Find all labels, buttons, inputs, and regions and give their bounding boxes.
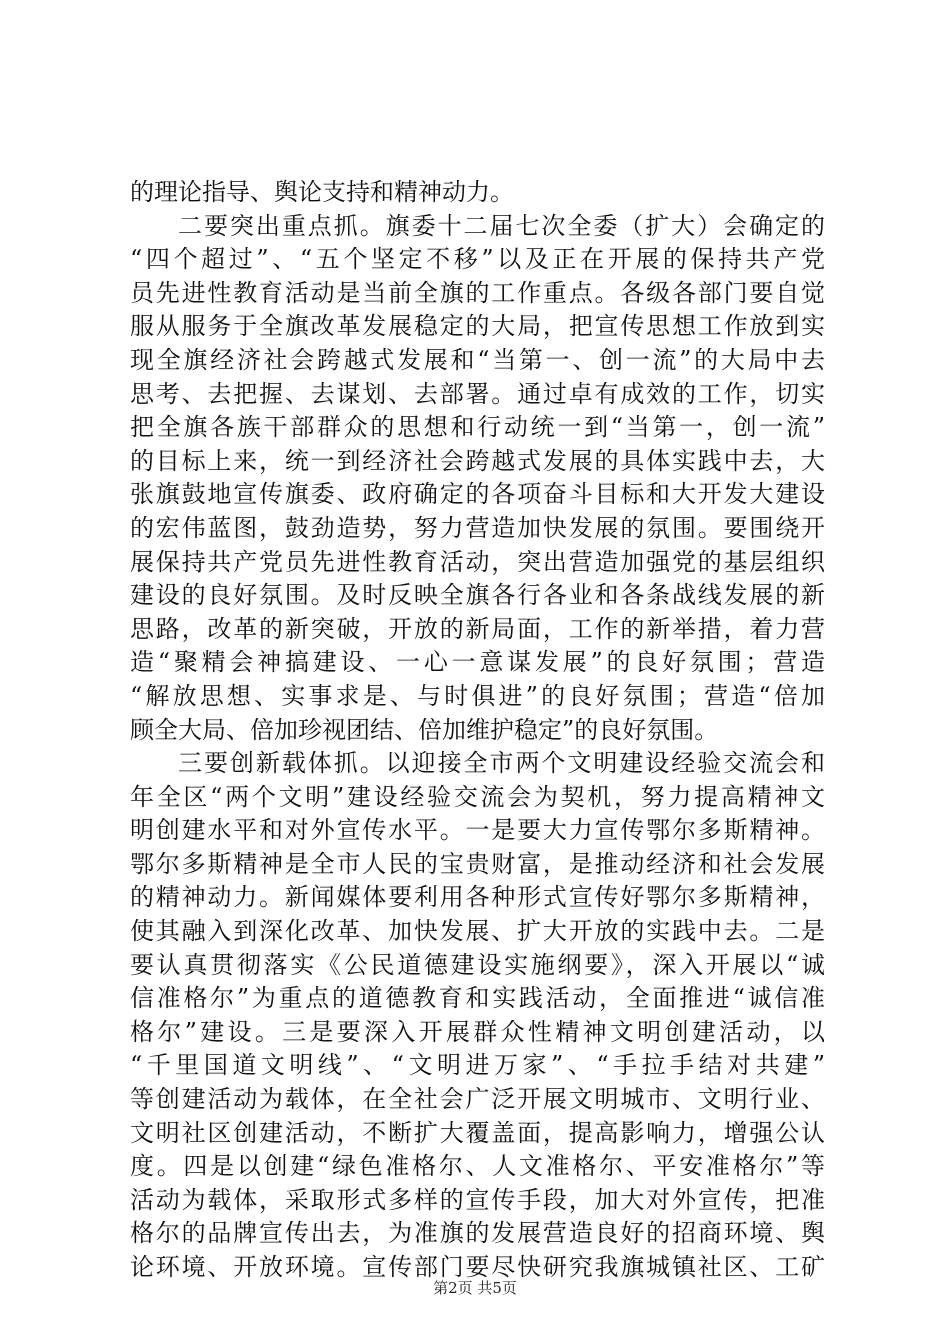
text-line: “四个超过”、“五个坚定不移”以及正在开展的保持共产党: [130, 245, 825, 274]
text-line: 度。四是以创建“绿色准格尔、人文准格尔、平安准格尔”等: [130, 1152, 825, 1181]
text-line: 现全旗经济社会跨越式发展和“当第一、创一流”的大局中去: [130, 345, 825, 374]
text-line: 的理论指导、舆论支持和精神动力。: [130, 178, 514, 206]
text-line: 顾全大局、倍加珍视团结、倍加维护稳定”的良好氛围。: [130, 715, 719, 744]
text-line: 展保持共产党员先进性教育活动，突出营造加强党的基层组织: [130, 547, 825, 576]
text-line: 要认真贯彻落实《公民道德建设实施纲要》，深入开展以“诚: [130, 950, 825, 979]
text-line: 使其融入到深化改革、加快发展、扩大开放的实践中去。二是: [130, 917, 825, 946]
text-line: 文明社区创建活动，不断扩大覆盖面，提高影响力，增强公认: [130, 1118, 825, 1147]
text-line: 明创建水平和对外宣传水平。一是要大力宣传鄂尔多斯精神。: [130, 816, 825, 845]
document-body: [130, 176, 825, 1285]
text-line: 信准格尔”为重点的道德教育和实践活动，全面推进“诚信准: [130, 984, 825, 1013]
text-line: 年全区“两个文明”建设经验交流会为契机，努力提高精神文: [130, 782, 825, 811]
text-line: 造“聚精会神搞建设、一心一意谋发展”的良好氛围；营造: [130, 648, 825, 677]
text-line: “解放思想、实事求是、与时俱进”的良好氛围；营造“倍加: [130, 681, 825, 710]
text-line: 的宏伟蓝图，鼓劲造势，努力营造加快发展的氛围。要围绕开: [130, 513, 825, 542]
text-line: 等创建活动为载体，在全社会广泛开展文明城市、文明行业、: [130, 1085, 825, 1114]
text-line: 把全旗各族干部群众的思想和行动统一到“当第一，创一流”: [130, 413, 825, 442]
text-line: 员先进性教育活动是当前全旗的工作重点。各级各部门要自觉: [130, 278, 825, 307]
text-line: 格尔的品牌宣传出去，为准旗的发展营造良好的招商环境、舆: [130, 1219, 825, 1248]
text-line: 服从服务于全旗改革发展稳定的大局，把宣传思想工作放到实: [130, 312, 825, 341]
text-line: 活动为载体，采取形式多样的宣传手段，加大对外宣传，把准: [130, 1185, 825, 1214]
text-line: 论环境、开放环境。宣传部门要尽快研究我旗城镇社区、工矿: [130, 1253, 825, 1281]
text-line: 二要突出重点抓。旗委十二届七次全委（扩大）会确定的: [178, 211, 825, 240]
text-line: “千里国道文明线”、“文明进万家”、“手拉手结对共建”: [130, 1051, 825, 1080]
text-line: 建设的良好氛围。及时反映全旗各行各业和各条战线发展的新: [130, 581, 825, 610]
text-line: 格尔”建设。三是要深入开展群众性精神文明创建活动，以: [130, 1017, 825, 1046]
text-line: 鄂尔多斯精神是全市人民的宝贵财富，是推动经济和社会发展: [130, 849, 825, 878]
text-line: 思路，改革的新突破，开放的新局面，工作的新举措，着力营: [130, 614, 825, 643]
text-line: 的精神动力。新闻媒体要利用各种形式宣传好鄂尔多斯精神，: [130, 883, 825, 912]
text-line: 张旗鼓地宣传旗委、政府确定的各项奋斗目标和大开发大建设: [130, 480, 825, 509]
text-line: 思考、去把握、去谋划、去部署。通过卓有成效的工作，切实: [130, 379, 825, 408]
text-line: 的目标上来，统一到经济社会跨越式发展的具体实践中去，大: [130, 446, 825, 475]
page-number-footer: 第2页 共5页: [433, 1279, 517, 1297]
text-line: 三要创新载体抓。以迎接全市两个文明建设经验交流会和: [178, 749, 825, 778]
